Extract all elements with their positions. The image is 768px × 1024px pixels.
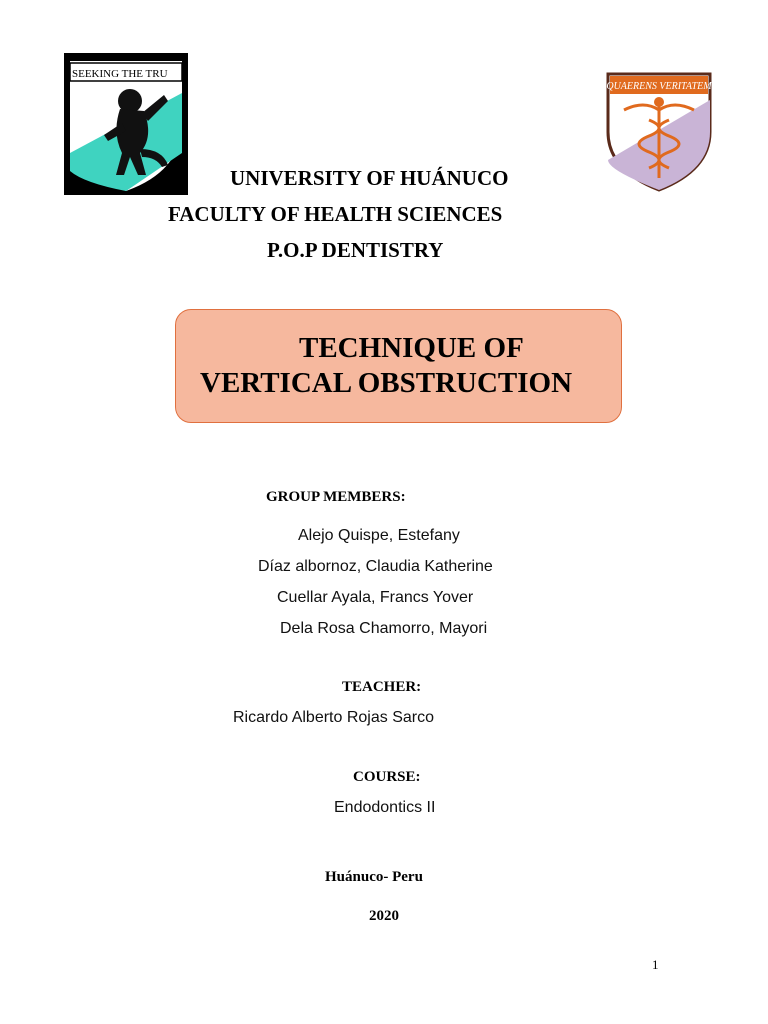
group-members-label: GROUP MEMBERS: <box>266 489 406 505</box>
member-name: Dela Rosa Chamorro, Mayori <box>280 620 488 637</box>
left-logo-motto: SEEKING THE TRU <box>72 68 168 80</box>
teacher-label: TEACHER: <box>342 679 422 695</box>
page-number: 1 <box>652 957 659 972</box>
university-name: UNIVERSITY OF HUÁNUCO <box>230 166 509 190</box>
course-label: COURSE: <box>353 769 421 785</box>
title-line-2: VERTICAL OBSTRUCTION <box>200 367 573 399</box>
member-name: Díaz albornoz, Claudia Katherine <box>258 558 493 575</box>
right-logo-motto: QUAERENS VERITATEM <box>606 81 712 92</box>
course-name: Endodontics II <box>334 799 436 816</box>
member-name: Alejo Quispe, Estefany <box>298 527 460 544</box>
title-banner <box>175 309 622 423</box>
faculty-name: FACULTY OF HEALTH SCIENCES <box>168 202 503 226</box>
location: Huánuco- Peru <box>325 869 423 885</box>
year: 2020 <box>369 908 399 924</box>
title-line-1: TECHNIQUE OF <box>299 332 524 364</box>
teacher-name: Ricardo Alberto Rojas Sarco <box>233 709 434 726</box>
member-name: Cuellar Ayala, Francs Yover <box>277 589 474 606</box>
university-shield-logo <box>64 53 188 195</box>
faculty-caduceus-logo <box>604 70 714 192</box>
program-name: P.O.P DENTISTRY <box>267 238 444 262</box>
